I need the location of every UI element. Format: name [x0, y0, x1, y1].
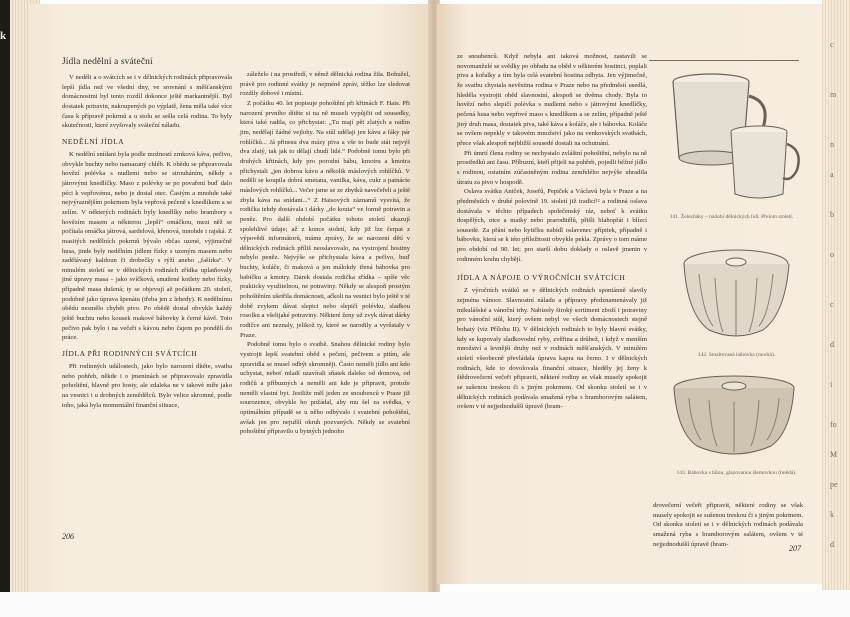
edge-fragment: c [830, 300, 834, 309]
subheading-sunday-meals: NEDĚLNÍ JÍDLA [62, 136, 125, 146]
glazed-bundt-mold-illustration [667, 372, 802, 462]
right-column-1 [457, 52, 647, 412]
paragraph: Oslava svátku Aniček, Josefů, Pepiček a Václavů byla v Praze a na předměstích v druhé polovině 19. století již tradicí¹² a rodinná oslava dostávala v těchto případech společenský ráz, neboť k svátku dospělých, otce a matky nebo praroditělů, přišli blahopřát i blízcí sousedé. Za přání nebo kytičku nabídl oslavenec přípitek, případně i bábovku, která se k této příležitosti obvykle pekla. Zprávy o tom máme pro období od 90. let; pro starší dobu doklady o oslavě jmenin v rodinném kruhu chybějí. [457, 188, 647, 263]
paragraph: Podobně tomu bylo o svatbě. Snahou dělnické rodiny bylo vystrojit lepší svatební oběd s pečení, pečivem a pitím, ale zpravidla se musel odbýt skromněji. Často neměli jídlo ani kdo uchystat, neboť mladí uzavírali sňatek daleko od domova, od rodičů a příbuzných a neměli ani kde je připravit, protože neměli vlastní byt. Jestliže měl jeden ze snoubenců v Praze již sourozence, obvykle ho požádal, aby mu šel za svědka, v optimálním případě se u něho odbývalo i svatební pohoštění, avšak jen pro nejužší okruh pozvaných. Někdy se svatební pohoštění připravilo u bytných jednoho [240, 341, 410, 436]
edge-fragment: d [830, 540, 834, 549]
enamel-mugs-illustration [659, 66, 804, 206]
edge-fragment: m [830, 90, 837, 99]
left-column-2 [240, 70, 410, 437]
edge-fragment: i [830, 380, 833, 389]
edge-fragment: n [830, 140, 834, 149]
paragraph: Z výročních svátků se v dělnických rodinách spontánně slavily zejména vánoce. Slavnostní náladu a přípravy předznamenávaly již mikulášské a vánoční trhy. Nabízely široký sortiment zboží i potraviny pro vánoční stůl, který ovšem nebyl ve všech domácnostech stejně bohatý (viz Přílohu II). V dělnických rodinách to byly hlavní svátky, kdy se kupovaly sladkovodní ryby, zvěřina a drůbež, i když v menším množství a levnější druhy než v rodinách měšťanských. V minulém století všeobecně převládala úprava kapra na černo. I v dělnických rodinách, kde to dovolovala finanční situace, hleděly jej ženy k štědrovečerní večeři připravit, některé rodiny se však musely spokojit se sušenou treskou či s jiným pokrmem. Od skonku století se i v dělnických rodinách podávala smažená ryba s bramborovým salátem, ovšem v té nejjednodušší úpravě (bram- [457, 287, 647, 411]
paragraph: záleželo i na prostředí, v němž dělnická rodina žila. Bohužel, právě pro rodinné svátky je nejméně zpráv, těžko lze sledovat rozdíly dobové i místní. [240, 71, 410, 98]
edge-fragment: M [830, 450, 838, 459]
page-number-left: 206 [62, 532, 74, 541]
edge-fragment: b [830, 210, 834, 219]
figure-top-rule [649, 60, 799, 61]
figure-caption-141: 141. Železňáky – nádobí dělnických lidí. Přelom století. [669, 214, 794, 220]
paragraph: ze snoubenců. Když nebyla ani taková možnost, zastavili se novomanželé se svědky po obřadu na oběd v některém hostinci, poplali piva a kořalky a tím byla celá svatební hostina odbyta. Jen výjimečně, že svatbu chystala nevěstina rodina v Praze nebo na předměstí usedlá, hleděla vystrojit oběd slavnostní, alespoň se dvěma chody. Byla to hovězí nebo slepičí polévka s nudlemi nebo s játrovými knedlíčky, pečená husa nebo vepřové maso s knedlíkem a se zelím, případně ještě jiný druh masa, dostatek piva, také káva a koláče, ale i bábovka. Koláče se ovšem nepekly v takovém množství jako na venkovských svatbách, přece však alespoň nejbližší sousedé dostali na ochutnání. [457, 53, 647, 147]
edge-fragment: a [830, 170, 834, 179]
family-feasts-paragraph: Při rodinných událostech, jako bylo narození dítěte, svatba nebo pohřeb, někde i o jmeninách se připravovalo zpravidla pohoštění, hlavně pro hosty, ale zdaleka ne v takové míře jako na vesnici i u drobných zemědělců. Bylo velice skromné, podle toho, jaká byla momentální finanční situace, [62, 363, 232, 409]
figure-caption-143: 143. Bábovka s bílou, glazovanou šlemovkou (hnědá). [676, 470, 797, 476]
left-edge-shadow [0, 0, 10, 600]
paragraph: Při úmrtí člena rodiny se nechystalo zvláštní pohoštění, nebylo na ně prostředků ani času. Příbuzní, kteří přijeli na pohřeb, pojedli běžné jídlo s rodinou, ostatním zúčastněným rodina zemřelého nejvýše uhradila útratu za pivo v hospodě. [457, 149, 647, 186]
edge-fragment: d [830, 340, 834, 349]
edge-fragment: c [830, 40, 834, 49]
chapter-title: Jídla nedělní a sváteční [62, 57, 153, 67]
right-column-2 [653, 501, 803, 549]
paragraph: Z počátku 40. let popisuje pohoštění při křtinách F. Hais. Při narození prvního dítěte si na ně museli vypůjčit od sousedky, která také radila, co přichystat: „Tu mají pět zlatých a radím jim, nedělají žádné vejlohy. Na stůl udělají jen kávu a fáky pár rohlíčků... Já přinesu dva mázy piva a vše to bude stát nejvýš dva zlatý, tak jak to dělají chudí lidé.“ Podobně tomu bylo při druhých křtinách, kdy pro porodní bábu, kmotru a kmotra přichystali „jen dobrou kávu a několik máslových rohlíčků. V neděli se koupila dobrá smetana, vanilka, káva, cukr a patnácte máslových rohlíčků... Večer jsme se ze zbytků navečeřeli a ještě zbyla káva na snídani...“ Z Haisových záznamů vysvítá, že rodička tehdy dostávala i dárky „do kouta“ ve formě potravin a peněz. Pro další období počátku tohoto století ukazují spolehlivé údaje; až z konce století, kdy již lze čerpat z výpovědí informátorů, máme zprávy, že se narození dětí v dělnických rodinách příliš neoslavovalo, na vystrojení hostiny nebylo peněz. Nejvýše se přichystala káva a pečivo, buď buchty, koláče, či maková a jen málokdy třená bábovka pro babičku a kmotry. Dárek dostala rodička zřídka – spíše věc prakticky využitelnou, ne potraviny. Někdy se alespoň prostým pohoštěním ušetřila domácnosti, ačkoli na vesnici bylo ještě v té době zvykem dávat slepici nebo slepičí polévku, sladkou rosolku a všelijaké potraviny. Některé ženy už zvyk dávat dárky rodičce ani neznaly, jelikož ty, které se narodily a vyrůstaly v Praze. [240, 99, 410, 339]
edge-fragment: k [0, 30, 7, 42]
sunday-meals-paragraph: K nedělní snídani byla podle možností zrnková káva, pečivo, obvykle buchty nebo namazaný chléb. K obědu se připravovala hovězí polévka s nudlemi nebo se strouháním, někdy s játrovými knedlíčky. Maso z polévky se po povaření buď dalo péci k vepřovému, nebo je dostal otec. Častým a mnohde také nejvýraznějším pokrmem byla vepřová pečeně s knedlíkem a se zelím. V některých rodinách byly knedlíky nebo brambory s hovězím masem a některou „lepší“ omáčkou, mezi něž se počítala omáčka játrová, sardelová, křenová, mnohde i rajská. Z masitých nedělních pokrmů bývalo občas uzené, výjimečně husa, jinde byly nedělním jídlem řízky s uzeným masem nebo zadělávaný kaldoun či drobečky s rýží anebo „fašírka“. V minulém století se v dělnických rodinách zřídka uplatňovaly jiné úpravy masa – jako svíčková, smažené kotlety nebo řízky, případně masa dušená; ty se objevují až počátkem 20. století, podobně jako úprava špenátu (třeba jen z lebedy). K nedělnímu obědu nesmělo chybět pivo. Po obědě dostal obvykle každý ještě buchtu nebo kousek makové bábovky k černé kávě. Toto pečivo pak bylo i na večeři s kávou nebo čajem po pondělí do práce. [62, 150, 232, 342]
right-page [437, 4, 822, 584]
page-number-right: 207 [789, 544, 801, 553]
paragraph: drovečerní večeři připravit, některé rodiny se však musely spokojit se sušenou treskou či s jiným pokrmem. Od skonku století se i v dělnických rodinách podávala smažená ryba s bramborovým salátem, ovšem v té nejjednodušší úpravě (bram- [653, 502, 803, 548]
edge-fragment: fo [830, 420, 837, 429]
intro-paragraph: V neděli a o svátcích se i v dělnických rodinách připravovala lepší jídla než ve všední dny, ve srovnání s měšťanskými domácnostmi byl tento rozdíl dokonce ještě markantnější. Byl dostatek potravin, nakoupených po výplatě, žena měla také více času k přípravě pokrmů a u stolu se sešla celá rodina. To byly skutečnosti, které zvyšovaly sváteční náladu. [62, 74, 232, 130]
left-column-1 [62, 56, 232, 410]
edge-fragment: k [830, 510, 834, 519]
subheading-family-feasts: JÍDLA PŘI RODINNÝCH SVÁTCÍCH [62, 349, 198, 359]
edge-fragment: o [830, 250, 834, 259]
left-page [30, 4, 435, 594]
bundt-mold-illustration [679, 244, 794, 344]
edge-fragment: pe [830, 480, 838, 489]
figure-caption-142: 142. Smaltovaná bábovka (modrá). [697, 352, 776, 358]
section-heading-holidays: JÍDLA A NÁPOJE O VÝROČNÍCH SVÁTCÍCH [457, 273, 626, 283]
right-page-stack [822, 0, 850, 590]
background-below-book [0, 592, 850, 617]
